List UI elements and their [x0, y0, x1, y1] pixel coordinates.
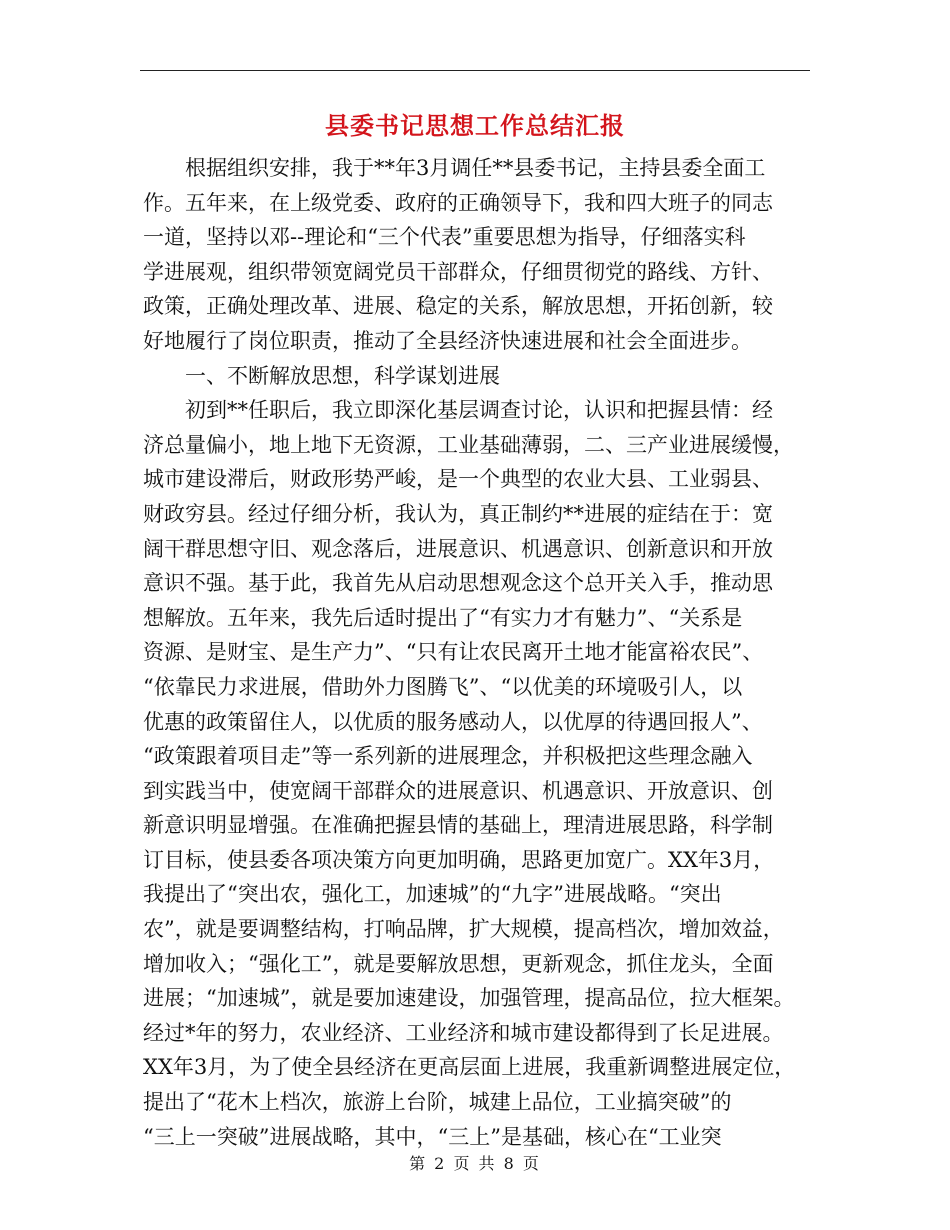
body-text-line: 意识不强。基于此，我首先从启动思想观念这个总开关入手，推动思: [143, 571, 773, 596]
body-text-line: 新意识明显增强。在准确把握县情的基础上，理清进展思路，科学制: [143, 813, 773, 838]
body-text-line: 资源、是财宝、是生产力”、“只有让农民离开土地才能富裕农民”、: [143, 640, 764, 665]
document-title: 县委书记思想工作总结汇报: [325, 111, 625, 140]
body-text-line: 到实践当中，使宽阔干部群众的进展意识、机遇意识、开放意识、创: [143, 778, 773, 803]
body-text-line: 优惠的政策留住人，以优质的服务感动人，以优厚的待遇回报人”、: [143, 709, 763, 734]
body-text-line: “三上一突破”进展战略，其中，“三上”是基础，核心在“工业突: [143, 1124, 722, 1149]
body-text-line: 城市建设滞后，财政形势严峻，是一个典型的农业大县、工业弱县、: [143, 467, 773, 492]
body-text-line: 增加收入；“强化工”，就是要解放思想，更新观念，抓住龙头，全面: [143, 951, 774, 976]
body-text-line: 进展；“加速城”，就是要加速建设，加强管理，提高品位，拉大框架。: [143, 986, 795, 1011]
document-body: [143, 151, 808, 1154]
body-text-line: 一道，坚持以邓--理论和“三个代表”重要思想为指导，仔细落实科: [143, 225, 746, 250]
page-number: 第 2 页 共 8 页: [409, 1154, 541, 1173]
body-text-line: 想解放。五年来，我先后适时提出了“有实力才有魅力”、“关系是: [143, 605, 743, 630]
header-rule: [140, 70, 810, 71]
body-text-line: XX年3月，为了使全县经济在更高层面上进展，我重新调整进展定位，: [143, 1055, 796, 1080]
body-text-line: 好地履行了岗位职责，推动了全县经济快速进展和社会全面进步。: [143, 328, 752, 353]
body-text-line: 根据组织安排，我于**年3月调任**县委书记，主持县委全面工: [185, 156, 766, 180]
body-text-line: “政策跟着项目走”等一系列新的进展理念，并积极把这些理念融入: [143, 744, 753, 769]
body-text-line: 提出了“花木上档次，旅游上台阶，城建上品位，工业搞突破”的: [143, 1090, 732, 1115]
body-text-line: 我提出了“突出农，强化工，加速城”的“九字”进展战略。“突出: [143, 882, 722, 907]
body-text-line: 经过*年的努力，农业经济、工业经济和城市建设都得到了长足进展。: [143, 1020, 784, 1045]
body-text-line: 济总量偏小，地上地下无资源，工业基础薄弱，二、三产业进展缓慢，: [143, 432, 794, 457]
body-text-line: 政策，正确处理改革、进展、稳定的关系，解放思想，开拓创新，较: [143, 294, 773, 319]
body-text-line: “依靠民力求进展，借助外力图腾飞”、“以优美的环境吸引人，以: [143, 674, 743, 699]
body-text-line: 初到**任职后，我立即深化基层调查讨论，认识和把握县情：经: [185, 398, 773, 423]
body-text-line: 学进展观，组织带领宽阔党员干部群众，仔细贯彻党的路线、方针、: [143, 259, 773, 284]
body-text-line: 阔干群思想守旧、观念落后，进展意识、机遇意识、创新意识和开放: [143, 536, 773, 561]
body-text-line: 订目标，使县委各项决策方向更加明确，思路更加宽广。XX年3月，: [143, 847, 775, 872]
body-text-line: 农”，就是要调整结构，打响品牌，扩大规模，提高档次，增加效益，: [143, 917, 784, 942]
body-text-line: 财政穷县。经过仔细分析，我认为，真正制约**进展的症结在于：宽: [143, 501, 773, 526]
body-text-line: 作。五年来，在上级党委、政府的正确领导下，我和四大班子的同志: [143, 190, 773, 215]
body-text-line: 一、不断解放思想，科学谋划进展: [185, 363, 500, 388]
